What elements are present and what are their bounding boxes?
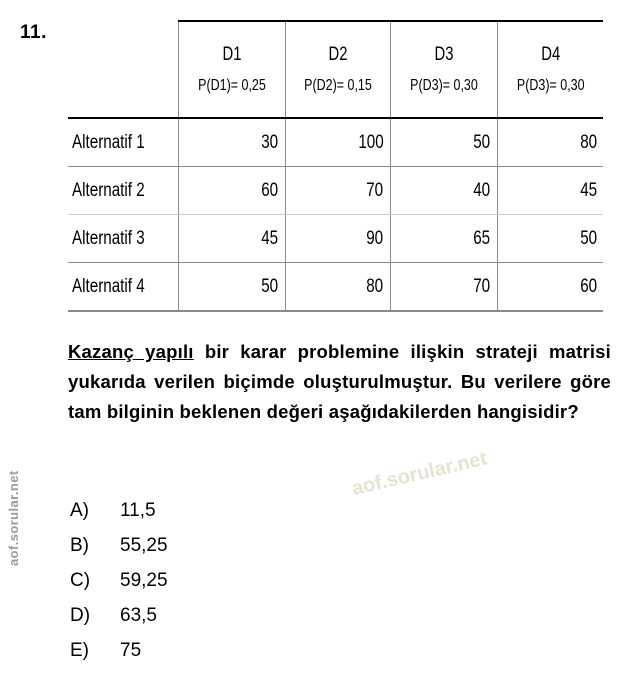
- answer-options: [70, 500, 370, 675]
- option-d[interactable]: [70, 605, 370, 640]
- column-header-d3-name: D3: [434, 43, 453, 65]
- option-b[interactable]: [70, 535, 370, 570]
- cell-alt2-d4: [497, 167, 603, 215]
- option-a[interactable]: [70, 500, 370, 535]
- payoff-table: [68, 20, 603, 312]
- cell-alt1-d3: [390, 118, 497, 167]
- row-label-text: Alternatif 1: [72, 131, 145, 153]
- question-number: 11.: [20, 22, 47, 43]
- row-label-text: Alternatif 2: [72, 179, 145, 201]
- column-header-d2-probability: P(D2)= 0,15: [303, 76, 372, 94]
- question-line-2: strateji matrisi yukarıda verilen biçimde: [68, 341, 612, 392]
- cell-value: 60: [580, 275, 597, 297]
- table-row: [68, 215, 603, 263]
- cell-value: 45: [261, 227, 279, 249]
- column-header-d4-probability: P(D3)= 0,30: [516, 76, 585, 94]
- cell-alt2-d2: [285, 167, 390, 215]
- cell-value: 45: [580, 179, 597, 201]
- cell-value: 50: [261, 275, 279, 297]
- column-header-d1-probability: P(D1)= 0,25: [197, 76, 266, 94]
- watermark-diagonal: aof.sorular.net: [349, 447, 490, 501]
- row-label-alternatif-4: [68, 263, 178, 312]
- cell-alt2-d3: [390, 167, 497, 215]
- cell-value: 60: [261, 179, 279, 201]
- column-header-d3: [390, 21, 497, 118]
- option-c-value: 59,25: [120, 570, 168, 591]
- cell-alt4-d4: [497, 263, 603, 312]
- column-header-d3-probability: P(D3)= 0,30: [409, 76, 478, 94]
- cell-alt3-d2: [285, 215, 390, 263]
- option-b-value: 55,25: [120, 535, 168, 556]
- column-header-d1-name: D1: [222, 43, 241, 65]
- option-d-value: 63,5: [120, 605, 157, 626]
- cell-value: 70: [473, 275, 491, 297]
- option-e-value: 75: [120, 640, 142, 661]
- table-row: [68, 167, 603, 215]
- option-a-letter: A): [70, 500, 89, 521]
- option-a-value: 11,5: [120, 500, 156, 521]
- question-line-5: hangisidir?: [476, 400, 579, 422]
- cell-alt2-d1: [178, 167, 285, 215]
- cell-alt4-d1: [178, 263, 285, 312]
- question-line-4: bilginin beklenen değeri aşağıdakilerden: [106, 400, 472, 422]
- table-row: [68, 263, 603, 312]
- column-header-d2-name: D2: [328, 43, 347, 65]
- option-d-letter: D): [70, 605, 91, 626]
- column-header-d4: [497, 21, 603, 118]
- cell-alt3-d4: [497, 215, 603, 263]
- cell-alt1-d1: [178, 118, 285, 167]
- row-label-alternatif-1: [68, 118, 178, 167]
- question-line-1: bir karar problemine ilişkin: [204, 341, 465, 362]
- column-header-d1: [178, 21, 285, 118]
- strategy-matrix: [68, 20, 603, 312]
- table-row: [68, 118, 603, 167]
- option-b-letter: B): [70, 535, 89, 556]
- option-c[interactable]: [70, 570, 370, 605]
- cell-value: 30: [261, 131, 279, 153]
- cell-value: 65: [473, 227, 491, 249]
- option-e-letter: E): [70, 640, 89, 661]
- table-header-row: [68, 21, 603, 118]
- cell-value: 50: [580, 227, 597, 249]
- question-line-3: oluşturulmuştur. Bu verilere göre tam: [68, 370, 611, 422]
- cell-value: 80: [366, 275, 384, 297]
- row-label-text: Alternatif 3: [72, 227, 145, 249]
- row-label-alternatif-3: [68, 215, 178, 263]
- cell-alt4-d2: [285, 263, 390, 312]
- question-statement: [68, 337, 611, 427]
- option-c-letter: C): [70, 570, 91, 591]
- column-header-d4-name: D4: [540, 43, 560, 65]
- row-label-alternatif-2: [68, 167, 178, 215]
- cell-alt3-d3: [390, 215, 497, 263]
- watermark-vertical: aof.sorular.net: [6, 470, 21, 566]
- question-emphasis: Kazanç yapılı: [68, 341, 194, 362]
- cell-value: 90: [366, 227, 384, 249]
- cell-value: 40: [473, 179, 491, 201]
- cell-alt1-d2: [285, 118, 390, 167]
- cell-alt3-d1: [178, 215, 285, 263]
- cell-value: 50: [473, 131, 491, 153]
- column-header-d2: [285, 21, 390, 118]
- option-e[interactable]: [70, 640, 370, 675]
- cell-alt4-d3: [390, 263, 497, 312]
- cell-value: 70: [366, 179, 384, 201]
- cell-value: 80: [580, 131, 597, 153]
- table-corner-cell: [68, 21, 178, 118]
- row-label-text: Alternatif 4: [72, 275, 145, 297]
- cell-alt1-d4: [497, 118, 603, 167]
- cell-value: 100: [358, 131, 384, 153]
